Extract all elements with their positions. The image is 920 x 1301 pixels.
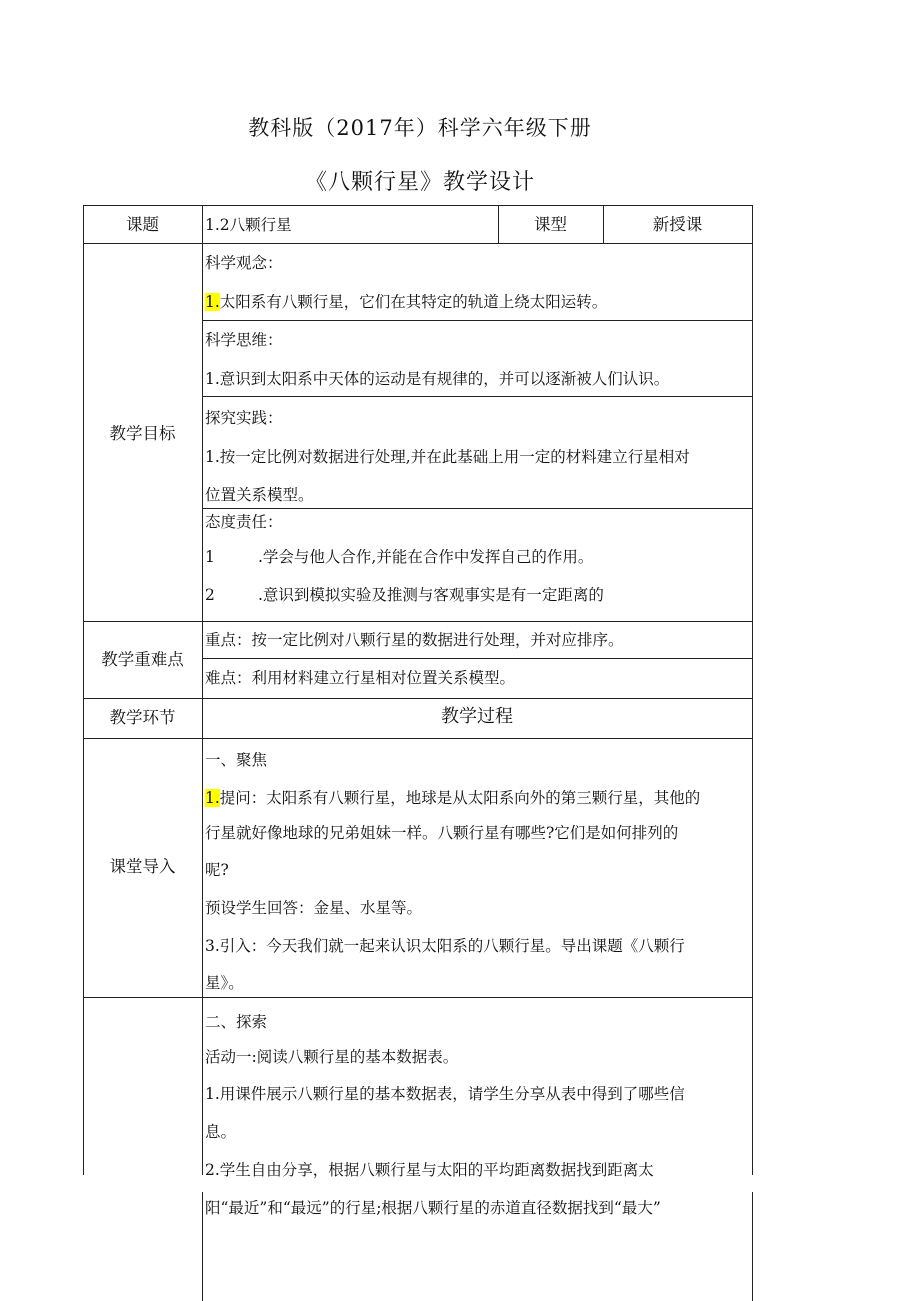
document-subtitle: 《八颗行星》教学设计 bbox=[304, 170, 535, 195]
explore-line2: 1.用课件展示八颗行星的基本数据表，请学生分享从表中得到了哪些信 bbox=[205, 1085, 685, 1103]
table-border bbox=[83, 621, 753, 622]
goals-s1-line bbox=[205, 292, 607, 312]
goals-s4-line1: .学会与他人合作,并能在合作中发挥自己的作用。 bbox=[258, 548, 594, 566]
intro-line2: 行星就好像地球的兄弟姐妹一样。八颗行星有哪些?它们是如何排列的 bbox=[205, 824, 679, 842]
goals-s1-head: 科学观念： bbox=[205, 254, 283, 272]
highlight-number: 1. bbox=[205, 789, 220, 807]
intro-line5: 3.引入：今天我们就一起来认识太阳系的八颗行星。导出课题《八颗行 bbox=[205, 937, 685, 955]
explore-line3: 息。 bbox=[205, 1123, 237, 1141]
table-border bbox=[83, 997, 753, 998]
keypoints-line2: 难点：利用材料建立行星相对位置关系模型。 bbox=[205, 669, 516, 687]
table-border bbox=[202, 396, 753, 397]
table-border bbox=[83, 205, 84, 1175]
goals-s2-line: 1.意识到太阳系中天体的运动是有规律的，并可以逐渐被人们认识。 bbox=[205, 370, 670, 388]
table-border bbox=[202, 658, 753, 659]
table-border bbox=[202, 1192, 203, 1301]
type-value: 新授课 bbox=[652, 215, 703, 234]
process-label: 教学环节 bbox=[109, 708, 176, 727]
table-border bbox=[83, 698, 753, 699]
table-border bbox=[752, 1192, 753, 1301]
goals-s3-head: 探究实践： bbox=[205, 409, 283, 427]
highlight-number: 1. bbox=[205, 293, 220, 311]
table-border bbox=[83, 243, 753, 244]
table-border bbox=[202, 508, 753, 509]
table-border bbox=[83, 205, 753, 206]
goals-s4-line2: .意识到模拟实验及推测与客观事实是有一定距离的 bbox=[258, 586, 604, 604]
explore-line0: 二、探索 bbox=[205, 1013, 268, 1031]
intro-line1 bbox=[205, 788, 700, 808]
intro-line0 bbox=[205, 750, 267, 770]
goals-s2-head: 科学思维： bbox=[205, 331, 283, 349]
intro-text1: 提问：太阳系有八颗行星，地球是从太阳系向外的第三颗行星，其他的 bbox=[219, 789, 701, 807]
type-label: 课型 bbox=[534, 215, 567, 234]
goals-s4-head: 态度责任： bbox=[205, 513, 283, 531]
table-border bbox=[752, 205, 753, 1175]
goals-label: 教学目标 bbox=[109, 424, 176, 443]
goals-s3-line1: 1.按一定比例对数据进行处理,并在此基础上用一定的材料建立行星相对 bbox=[205, 448, 690, 466]
goals-s3-line2: 位置关系模型。 bbox=[205, 486, 314, 504]
goals-s4-num1: 1 bbox=[205, 548, 215, 566]
goals-s1-text: 太阳系有八颗行星，它们在其特定的轨道上绕太阳运转。 bbox=[219, 293, 608, 311]
intro-line6: 星》。 bbox=[205, 974, 244, 992]
table-border bbox=[202, 320, 753, 321]
document-title: 教科版（2017年）科学六年级下册 bbox=[248, 116, 592, 140]
explore-line5: 阳“最近”和“最远”的行星;根据八颗行星的赤道直径数据找到“最大” bbox=[205, 1199, 661, 1217]
explore-line1: 活动一:阅读八颗行星的基本数据表。 bbox=[205, 1048, 459, 1066]
keypoints-label: 教学重难点 bbox=[101, 650, 184, 669]
keypoints-line1: 重点：按一定比例对八颗行星的数据进行处理，并对应排序。 bbox=[205, 631, 624, 649]
table-border bbox=[83, 738, 753, 739]
topic-value: 1.2八颗行星 bbox=[205, 216, 292, 234]
goals-s4-num2: 2 bbox=[205, 586, 215, 604]
intro-label: 课堂导入 bbox=[109, 857, 176, 876]
intro-line3: 呢? bbox=[205, 861, 229, 879]
intro-line4: 预设学生回答：金星、水星等。 bbox=[205, 899, 423, 917]
process-value: 教学过程 bbox=[441, 706, 513, 727]
intro-heading: 一、聚焦 bbox=[205, 751, 268, 769]
topic-label: 课题 bbox=[126, 215, 159, 234]
explore-line4: 2.学生自由分享，根据八颗行星与太阳的平均距离数据找到距离太 bbox=[205, 1161, 654, 1179]
table-border bbox=[202, 205, 203, 1175]
